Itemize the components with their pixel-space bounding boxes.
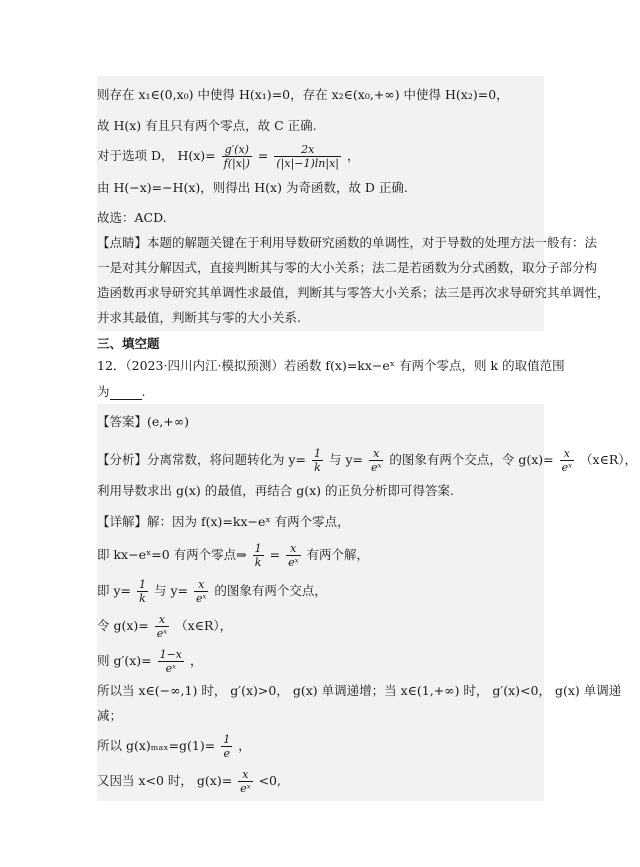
section-heading: 三、填空题	[97, 336, 160, 351]
analysis-line	[97, 447, 637, 474]
formula-line-h	[97, 143, 360, 170]
detail-line	[97, 542, 369, 569]
fraction	[155, 613, 169, 640]
text-span: （x∈R），	[175, 618, 233, 633]
numerator: 1	[314, 447, 321, 460]
text-line: 故选：ACD.	[97, 210, 167, 225]
fraction	[221, 733, 232, 760]
text-line: 所以当 x∈(−∞,1) 时， g′(x)>0， g(x) 单调递增；当 x∈(1,+∞) 时， g′(x)<0， g(x) 单调递	[97, 683, 622, 698]
text-line: 减；	[97, 708, 123, 723]
numerator: x	[194, 578, 208, 592]
fraction	[274, 143, 341, 170]
answer-line: 【答案】(e,+∞)	[97, 414, 190, 429]
denominator: e	[223, 747, 230, 760]
fraction	[238, 768, 252, 795]
text-span: 与 y=	[328, 452, 363, 467]
numerator: 1−x	[159, 648, 182, 661]
text-span: 为	[97, 384, 110, 399]
text-span: 的图象有两个交点，	[214, 583, 327, 598]
text-line: 造函数再求导研究其单调性求最值，判断其与零答大小关系；法三是再次求导研究其单调性，	[97, 285, 610, 300]
text-span: ，	[189, 653, 203, 668]
denominator: k	[139, 592, 146, 605]
fraction	[194, 578, 208, 605]
question-12-cont	[97, 384, 146, 400]
text-span: 令 g(x)=	[97, 618, 149, 633]
denominator: (|x|−1)ln|x|	[276, 157, 340, 170]
text-span: 有两个解，	[306, 547, 369, 562]
text-span: ，	[347, 148, 360, 163]
text-span: 又因当 x<0 时， g(x)=	[97, 773, 233, 788]
fraction	[158, 648, 184, 675]
answer-blank	[110, 387, 142, 400]
fraction	[222, 143, 252, 170]
question-12: 12．（2023·四川内江·模拟预测）若函数 f(x)=kx−eˣ 有两个零点，则 k 的取值范围	[97, 358, 565, 373]
numerator: x	[560, 447, 574, 461]
text-span: 即 kx−eˣ=0 有两个零点⇒	[97, 547, 247, 562]
text-line: 利用导数求出 g(x) 的最值，再结合 g(x) 的正负分析即可得答案.	[97, 483, 454, 498]
numerator: x	[369, 447, 383, 461]
denominator: eˣ	[561, 461, 573, 474]
numerator: x	[238, 768, 252, 782]
detail-line	[97, 578, 327, 605]
numerator: 1	[223, 733, 231, 746]
text-line: 则存在 x₁∈(0,x₀) 中使得 H(x₁)=0，存在 x₂∈(x₀,+∞) 中使得 H(x₂)=0，	[97, 87, 509, 102]
denominator: f(|x|)	[223, 157, 250, 170]
fraction	[253, 542, 264, 569]
fraction	[560, 447, 574, 474]
text-span: 即 y=	[97, 583, 132, 598]
text-span: =	[257, 148, 269, 163]
text-line: 【点睛】本题的解题关键在于利用导数研究函数的单调性，对于导数的处理方法一般有：法	[97, 235, 598, 250]
text-span: .	[141, 384, 146, 399]
detail-line	[97, 768, 281, 795]
text-line: 由 H(−x)=−H(x)，则得出 H(x) 为奇函数，故 D 正确.	[97, 180, 408, 195]
denominator: k	[314, 461, 321, 474]
detail-line	[97, 733, 251, 760]
text-span: 的图象有两个交点，令 g(x)=	[389, 452, 554, 467]
denominator: eˣ	[288, 556, 299, 569]
text-span: <0,	[258, 773, 281, 788]
text-line: 一是对其分解因式，直接判断其与零的大小关系；法二是若函数为分式函数，取分子部分构	[97, 260, 598, 275]
text-line: 【详解】解：因为 f(x)=kx−eˣ 有两个零点，	[97, 514, 350, 529]
numerator: g′(x)	[222, 143, 252, 157]
text-span: 【分析】分离常数，将问题转化为 y=	[97, 452, 307, 467]
fraction	[369, 447, 383, 474]
detail-line	[97, 613, 232, 640]
text-line: 故 H(x) 有且只有两个零点，故 C 正确.	[97, 118, 317, 133]
text-span: （x∈R），	[580, 452, 638, 467]
fraction	[312, 447, 323, 474]
text-line: 并求其最值，判断其与零的大小关系.	[97, 310, 301, 325]
numerator: 2x	[274, 143, 341, 157]
fraction	[137, 578, 148, 605]
numerator: 1	[139, 578, 146, 591]
numerator: x	[155, 613, 169, 627]
denominator: eˣ	[195, 592, 207, 605]
denominator: eˣ	[370, 461, 382, 474]
denominator: eˣ	[156, 627, 168, 640]
text-span: 对于选项 D， H(x)=	[97, 148, 216, 163]
numerator: 1	[254, 542, 262, 555]
text-span: 则 g′(x)=	[97, 653, 152, 668]
text-span: ，	[238, 738, 251, 753]
text-span: 所以 g(x)ₘₐₓ=g(1)=	[97, 738, 216, 753]
text-span: =	[269, 547, 281, 562]
numerator: x	[286, 542, 300, 556]
denominator: eˣ	[165, 662, 176, 675]
denominator: eˣ	[240, 782, 251, 795]
fraction	[286, 542, 300, 569]
text-span: 与 y=	[153, 583, 188, 598]
detail-line	[97, 648, 203, 675]
denominator: k	[254, 556, 262, 569]
